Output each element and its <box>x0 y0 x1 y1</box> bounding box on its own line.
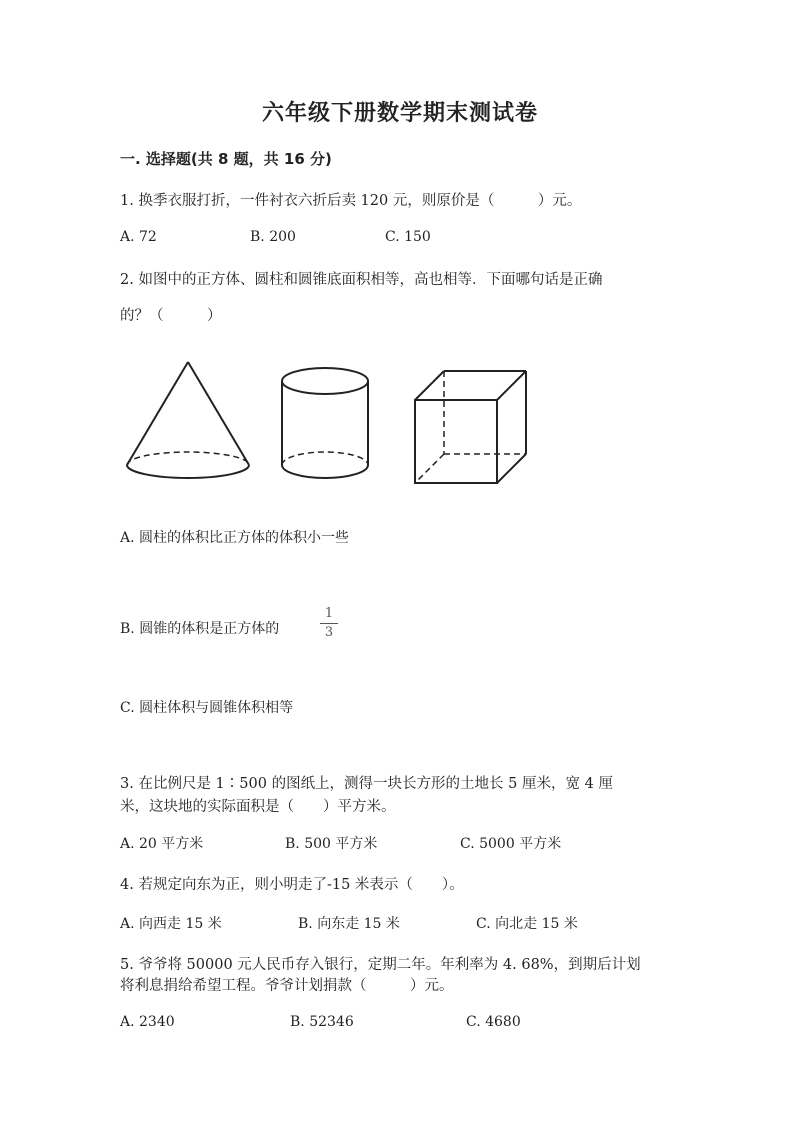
question-5-option-c: C. 4680 <box>466 1014 521 1030</box>
question-2-option-c: C. 圆柱体积与圆锥体积相等 <box>120 700 294 716</box>
question-1-text: 1. 换季衣服打折，一件衬衣六折后卖 120 元，则原价是（ ）元。 <box>120 193 582 209</box>
question-1-option-a: A. 72 <box>120 229 157 245</box>
question-3-text-line1: 3. 在比例尺是 1∶500 的图纸上，测得一块长方形的土地长 5 厘米，宽 4 厘 <box>120 776 613 792</box>
cone-icon <box>127 362 249 478</box>
question-4-option-a: A. 向西走 15 米 <box>120 916 222 932</box>
question-4-text: 4. 若规定向东为正，则小明走了-15 米表示（ ）。 <box>120 877 464 893</box>
question-1-option-b: B. 200 <box>250 229 296 245</box>
fraction-one-third <box>320 607 338 640</box>
geometry-figures <box>118 352 538 492</box>
question-2-text-line2: 的？（ ） <box>120 308 222 324</box>
question-2-option-b: B. 圆锥的体积是正方体的 <box>120 621 280 637</box>
question-2-option-a: A. 圆柱的体积比正方体的体积小一些 <box>120 530 350 546</box>
question-3-text-line2: 米，这块地的实际面积是（ ）平方米。 <box>120 799 396 815</box>
question-1-option-c: C. 150 <box>385 229 431 245</box>
page-title: 六年级下册数学期末测试卷 <box>261 100 538 126</box>
cylinder-icon <box>282 368 368 478</box>
cube-icon <box>415 371 526 483</box>
question-5-option-a: A. 2340 <box>120 1014 175 1030</box>
question-3-option-c: C. 5000 平方米 <box>460 836 562 852</box>
question-5-option-b: B. 52346 <box>290 1014 354 1030</box>
fraction-denominator: 3 <box>324 625 334 640</box>
question-5-text-line1: 5. 爷爷将 50000 元人民币存入银行，定期二年。年利率为 4. 68%，到期后计划 <box>120 957 641 973</box>
section-heading: 一. 选择题(共 8 题，共 16 分) <box>120 150 332 168</box>
question-4-option-b: B. 向东走 15 米 <box>298 916 400 932</box>
question-3-option-a: A. 20 平方米 <box>120 836 204 852</box>
question-3-option-b: B. 500 平方米 <box>285 836 378 852</box>
question-2-text-line1: 2. 如图中的正方体、圆柱和圆锥底面积相等，高也相等．下面哪句话是正确 <box>120 272 603 288</box>
question-5-text-line2: 将利息捐给希望工程。爷爷计划捐款（ ）元。 <box>120 978 454 994</box>
fraction-bar <box>320 623 338 624</box>
question-4-option-c: C. 向北走 15 米 <box>476 916 578 932</box>
fraction-numerator: 1 <box>324 606 334 621</box>
